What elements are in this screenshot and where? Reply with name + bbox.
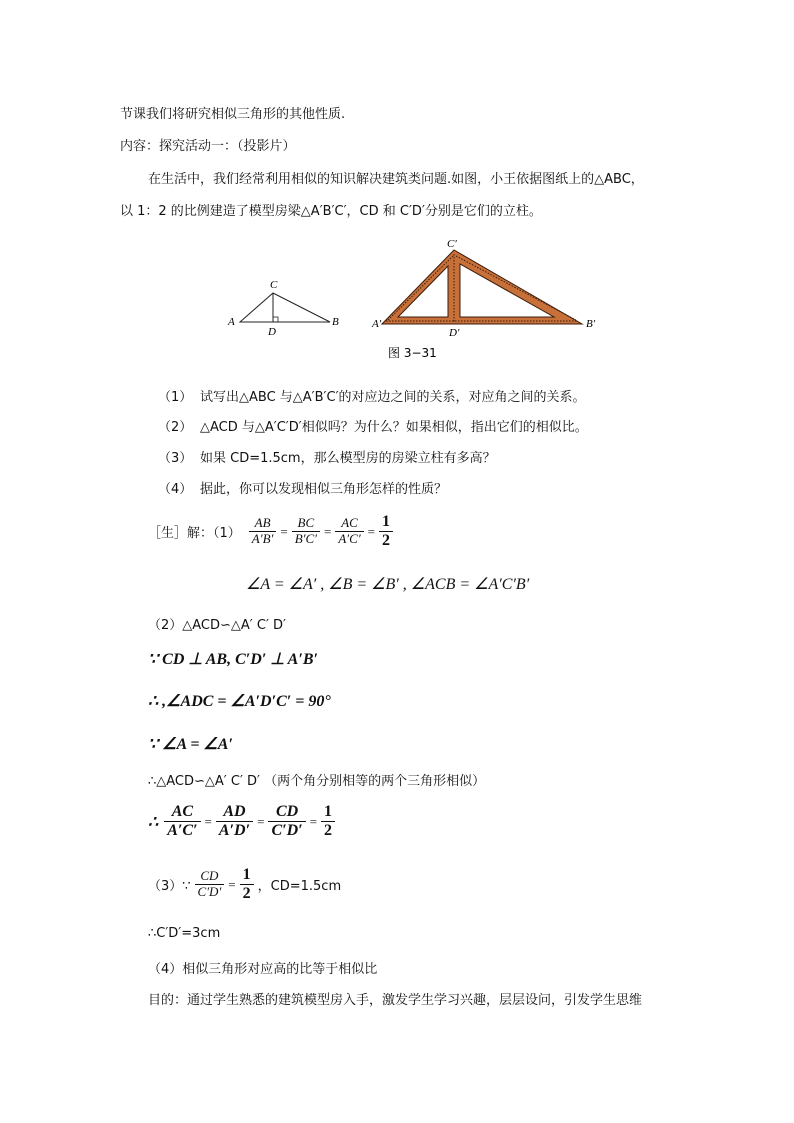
intro-text: 节课我们将研究相似三角形的其他性质. bbox=[120, 107, 346, 122]
fraction-half: $\frac{1}{2}$ bbox=[379, 513, 393, 551]
figure-caption: 图 3−31 bbox=[388, 346, 437, 360]
question-2-number: （2） bbox=[158, 420, 193, 435]
content-label: 内容：探究活动一：（投影片） bbox=[120, 139, 296, 154]
fraction-cd-ratio: $\frac{CD}{C'D'}$ bbox=[195, 869, 225, 900]
because-perpendicular: ∵ CD ⊥ AB, C′D′ ⊥ A′B′ bbox=[148, 651, 319, 668]
therefore-right-angles: ∴ ,∠ADC = ∠A′D′C′ = 90° bbox=[148, 693, 331, 710]
label-B: B bbox=[332, 316, 339, 328]
small-triangle bbox=[227, 279, 339, 338]
solution-2-label: （2）△ACD∽△A′ C′ D′ bbox=[148, 618, 287, 633]
fraction-ac-prime: $\frac{AC}{A'C'}$ bbox=[164, 803, 200, 841]
question-1-number: （1） bbox=[158, 390, 193, 405]
because-angle-a: ∵ ∠A = ∠A′ bbox=[148, 736, 233, 753]
angle-equalities: ∠A = ∠A′ , ∠B = ∠B′ , ∠ACB = ∠A′C′B′ bbox=[246, 576, 530, 593]
fraction-ac: $\frac{AC}{A'C'}$ bbox=[335, 516, 363, 547]
solution-3-result: ∴C′D′=3cm bbox=[148, 926, 221, 941]
label-B-prime: B′ bbox=[586, 318, 596, 330]
label-A: A bbox=[228, 316, 235, 328]
paragraph-line-2: 以 1：2 的比例建造了模型房梁△A′B′C′，CD 和 C′D′分别是它们的立柱。 bbox=[120, 204, 542, 219]
fraction-ad-prime: $\frac{AD}{A'D'}$ bbox=[216, 803, 253, 841]
fraction-cd-prime: $\frac{CD}{C'D'}$ bbox=[268, 803, 305, 841]
fraction-half-3: $\frac{1}{2}$ bbox=[240, 866, 254, 904]
solution-3: （3）∵ $\frac{CD}{C'D'}$ = $\frac{1}{2}$ ，CD=1.5cm bbox=[148, 866, 342, 903]
solution-label: ［生］解：（1） bbox=[148, 526, 241, 542]
question-3-text: 如果 CD=1.5cm，那么模型房的房梁立柱有多高？ bbox=[200, 451, 496, 466]
label-C-prime: C′ bbox=[447, 238, 457, 250]
solution-4: （4）相似三角形对应高的比等于相似比 bbox=[148, 962, 378, 977]
fraction-half-2: $\frac{1}{2}$ bbox=[321, 803, 335, 841]
label-C: C bbox=[270, 279, 278, 291]
ratio-equalities: ∴ $\frac{AC}{A'C'}$ = $\frac{AD}{A'D'}$ = $\frac{CD}{C'D'}$ = $\frac{1}{2}$ bbox=[148, 803, 337, 841]
fraction-bc: $\frac{BC}{B'C'}$ bbox=[292, 516, 320, 547]
question-2-text: △ACD 与△A′C′D′相似吗？为什么？如果相似，指出它们的相似比。 bbox=[200, 420, 588, 435]
beam-triangle bbox=[371, 238, 596, 339]
figure-3-31 bbox=[220, 236, 610, 366]
purpose-text: 目的：通过学生熟悉的建筑模型房入手，激发学生学习兴趣，层层设问，引发学生思维 bbox=[148, 993, 643, 1008]
paragraph-line-1: 在生活中，我们经常利用相似的知识解决建筑类问题.如图，小王依据图纸上的△ABC， bbox=[148, 172, 644, 187]
label-A-prime: A′ bbox=[372, 318, 382, 330]
label-D-prime: D′ bbox=[449, 327, 460, 339]
label-D: D bbox=[268, 326, 276, 338]
question-4-text: 据此，你可以发现相似三角形怎样的性质？ bbox=[200, 482, 448, 497]
fraction-ab: $\frac{AB}{A'B'}$ bbox=[249, 516, 277, 547]
solution-1-ratios: ［生］解：（1） $\frac{AB}{A'B'}$ = $\frac{BC}{B'C'}$ = $\frac{AC}{A'C'}$ = $\frac{1}{2}$ bbox=[148, 513, 395, 551]
question-1-text: 试写出△ABC 与△A′B′C′的对应边之间的关系，对应角之间的关系。 bbox=[200, 390, 586, 405]
question-4-number: （4） bbox=[158, 482, 193, 497]
question-3-number: （3） bbox=[158, 451, 193, 466]
therefore-similar: ∴△ACD∽△A′ C′ D′ （两个角分别相等的两个三角形相似） bbox=[148, 774, 486, 789]
